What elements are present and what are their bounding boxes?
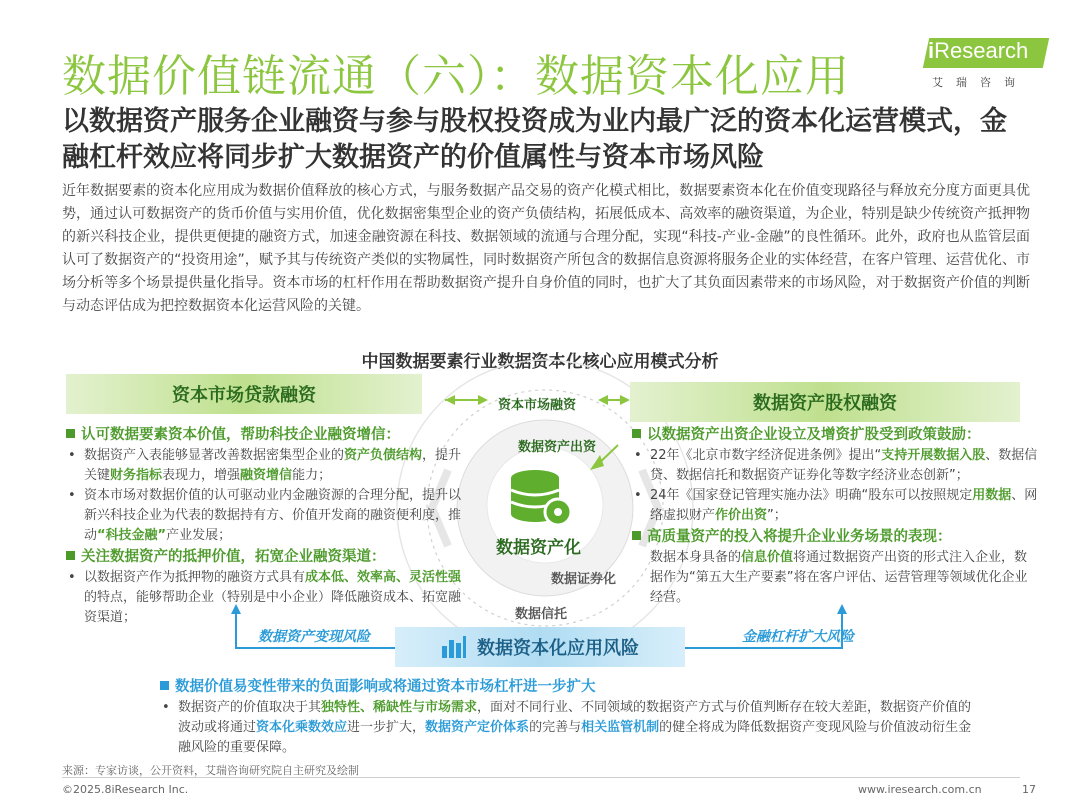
loan-section-1-heading: 认可数据要素资本价值，帮助科技企业融资增信：: [66, 424, 471, 446]
risk-label-realization: 数据资产变现风险: [258, 629, 370, 645]
loan-section-2-heading: 关注数据资产的抵押价值，拓宽企业融资渠道：: [66, 546, 471, 568]
risk-section: [160, 676, 980, 758]
ring-label-securitization: 数据证券化: [551, 572, 617, 587]
center-label-data-assetization: 数据资产化: [496, 538, 581, 558]
equity-section-2-text: 数据本身具备的信息价值将通过数据资产出资的形式注入企业，数据作为“第五大生产要素”将在客户评估、运营管理等领域优化企业经营。: [650, 550, 1028, 605]
loan-financing-header: 资本市场贷款融资: [66, 374, 422, 414]
list-item: • 以数据资产作为抵押物的融资方式具有成本低、效率高、灵活性强的特点，能够帮助企业（特别是中小企业）降低融资成本、拓宽融资渠道；: [68, 570, 462, 625]
equity-section-2-heading: 高质量资产的投入将提升企业业务场景的表现：: [632, 526, 1040, 548]
list-item: • 数据资产的价值取决于其独特性、稀缺性与市场需求，面对不同行业、不同领域的数据资产方式与价值判断存在较大差距，数据资产价值的波动或将通过资本化乘数效应进一步扩大，数据资产定价体系的完善与相关监管机制的健全将成为降低数据资产变现风险与价值波动衍生金融风险的重要保障。: [162, 700, 972, 755]
list-item: • 22年《北京市数字经济促进条例》提出“支持开展数据入股、数据信贷、数据信托和数据资产证券化等数字经济业态创新”；: [634, 448, 1038, 483]
list-item: • 24年《国家登记管理实施办法》明确“股东可以按照规定用数据、网络虚拟财产作价出资”；: [634, 488, 1038, 523]
iresearch-logo: iResearch 艾瑞咨询: [918, 36, 1048, 94]
equity-section-1-heading: 以数据资产出资企业设立及增资扩股受到政策鼓励：: [632, 424, 1040, 446]
page-title: 数据价值链流通（六）：数据资本化应用: [62, 51, 850, 102]
diagram-title: 中国数据要素行业数据资本化核心应用模式分析: [361, 352, 719, 372]
loan-financing-content: [66, 424, 471, 628]
list-item: • 资本市场对数据价值的认可驱动业内金融资源的合理分配，提升以新兴科技企业为代表的数据持有方、价值开发商的融资便利度，推动“科技金融”产业发展；: [68, 488, 462, 543]
footer-divider: [62, 777, 1020, 778]
risk-label-leverage: 金融杠杆扩大风险: [742, 629, 854, 645]
bar-chart-icon: [441, 636, 467, 658]
copyright: ©2025.8iResearch Inc.: [62, 783, 189, 796]
equity-financing-content: [632, 424, 1040, 608]
page-subtitle: 以数据资产服务企业融资与参与股权投资成为业内最广泛的资本化运营模式，金融杠杆效应将同步扩大数据资产的价值属性与资本市场风险: [62, 106, 1007, 173]
ring-label-market-financing: 资本市场融资: [498, 398, 577, 413]
ring-label-trust: 数据信托: [515, 607, 568, 622]
risk-section-heading: 数据价值易变性带来的负面影响或将通过资本市场杠杆进一步扩大: [160, 676, 980, 698]
page-number: 17: [1022, 783, 1036, 796]
equity-financing-header: 数据资产股权融资: [630, 382, 1020, 422]
source-note: 来源：专家访谈，公开资料，艾瑞咨询研究院自主研究及绘制: [62, 764, 359, 777]
list-item: • 数据资产入表能够显著改善数据密集型企业的资产负债结构，提升关键财务指标表现力，增强融资增信能力；: [68, 448, 462, 483]
ring-label-capital-contribution: 数据资产出资: [518, 440, 597, 455]
website-link[interactable]: www.iresearch.com.cn: [858, 783, 982, 796]
risk-header: 数据资本化应用风险: [395, 627, 685, 667]
intro-paragraph: 近年数据要素的资本化应用成为数据价值释放的核心方式，与服务数据产品交易的资产化模式相比，数据要素资本化在价值变现路径与释放充分度方面更具优势，通过认可数据资产的货币价值与实用价值，优化数据密集型企业的资产负债结构，拓展低成本、高效率的融资渠道，为企业，特别是缺少传统资产抵押物的新兴科技企业，提供更便捷的融资方式，加速金融资源在科技、数据领域的流通与合理分配，实现“科技-产业-金融”的良性循环。此外，政府也从监管层面认可了数据资产的“投资用途”，赋予其与传统资产类似的实物属性，同时数据资产所包含的数据信息资源将服务企业的实体经营，在客户管理、运营优化、市场分析等多个场景提供量化指导。资本市场的杠杆作用在帮助数据资产提升自身价值的同时，也扩大了其负面因素带来的市场风险，对于数据资产价值的判断与动态评估成为把控数据资本化运营风险的关键。: [62, 183, 1030, 314]
